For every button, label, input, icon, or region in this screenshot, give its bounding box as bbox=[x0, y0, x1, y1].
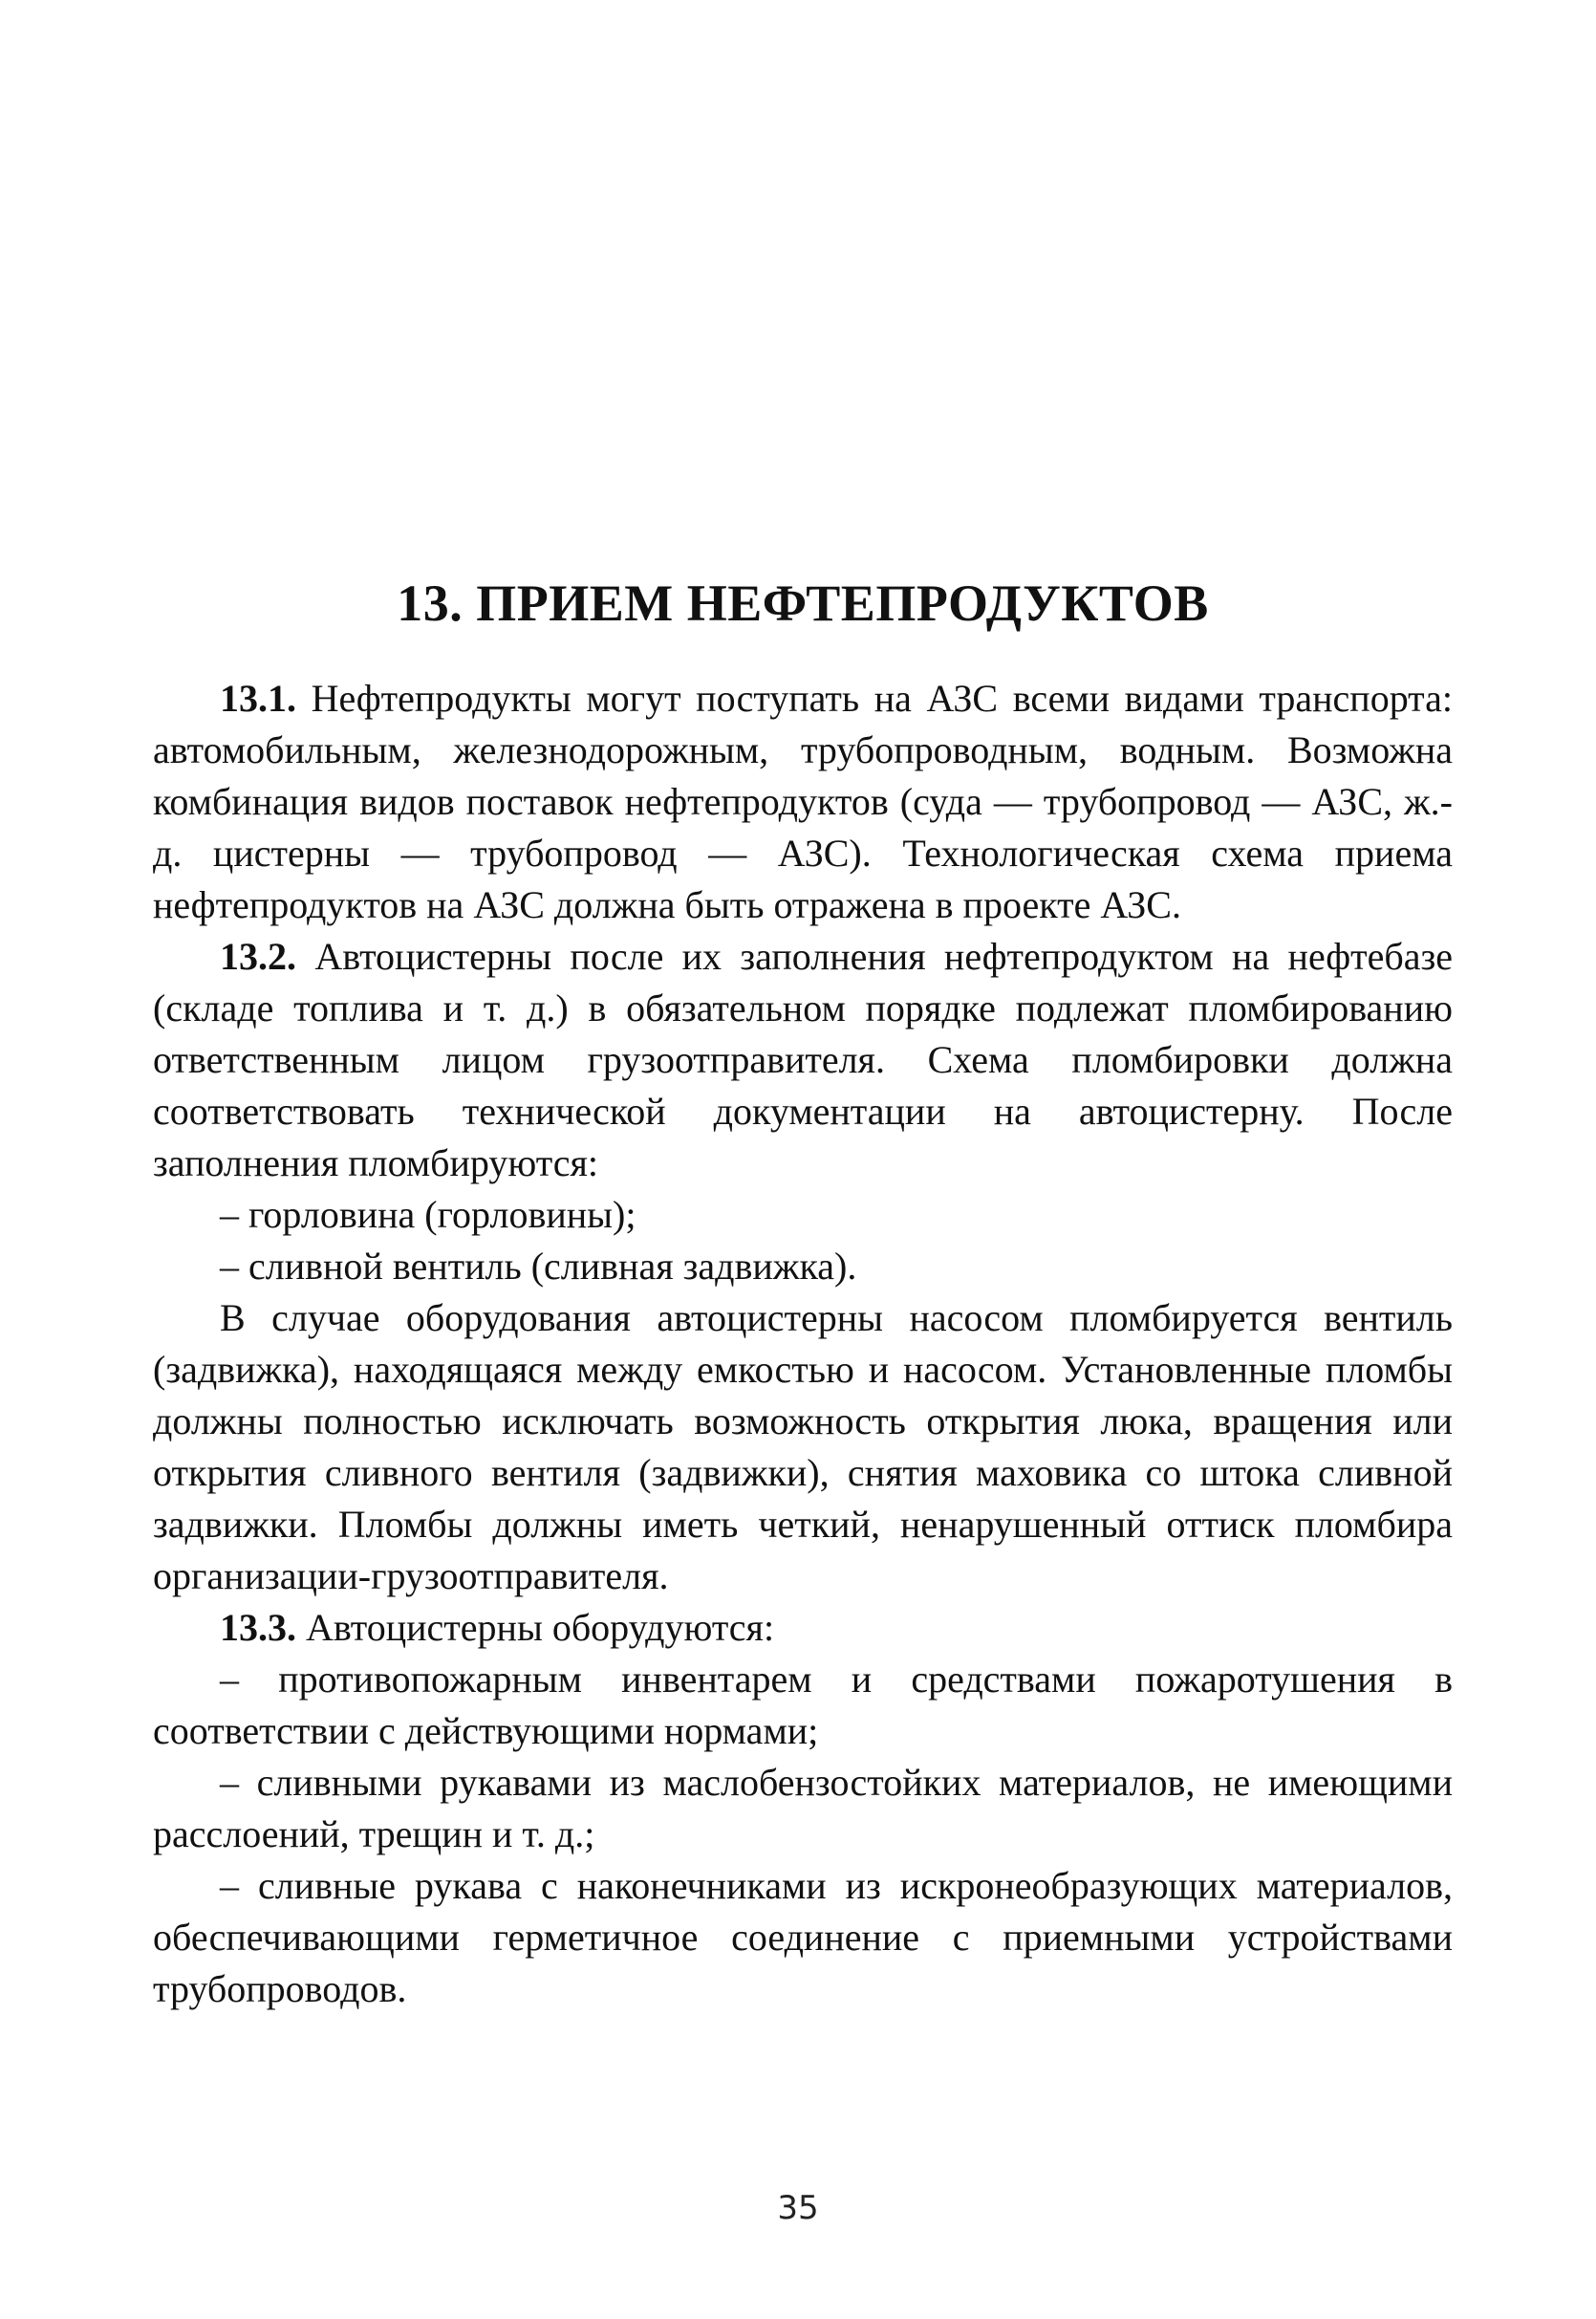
list-item: – горловина (горловины); bbox=[220, 1193, 636, 1236]
page-number: 35 bbox=[777, 2189, 819, 2227]
section-13-2 bbox=[153, 931, 1453, 1189]
section-13-1 bbox=[153, 673, 1453, 931]
section-text: Нефтепродукты могут поступать на АЗС всеми видами транспорта: автомобильным, железнодорожным, трубопроводным, водным. Возможна комбинация видов поставок нефтепродуктов (суда — трубопровод — АЗС, ж.-д. цистерны — трубопровод — АЗС). Технологическая схема приема нефтепродуктов на АЗС должна быть отражена в проекте АЗС. bbox=[153, 677, 1453, 926]
section-13-3 bbox=[153, 1602, 1453, 1654]
section-number: 13.3. bbox=[220, 1606, 296, 1649]
section-number: 13.1. bbox=[220, 677, 296, 720]
page-content bbox=[153, 574, 1453, 2015]
section-number: 13.2. bbox=[220, 935, 296, 978]
section-text: Автоцистерны оборудуются: bbox=[296, 1606, 775, 1649]
section-text: Автоцистерны после их заполнения нефтепродуктом на нефтебазе (складе топлива и т. д.) в обязательном порядке подлежат пломбированию ответственным лицом грузоотправителя. Схема пломбировки должна соответствовать технической документации на автоцистерну. После заполнения пломбируются: bbox=[153, 935, 1453, 1184]
chapter-title: 13. ПРИЕМ НЕФТЕПРОДУКТОВ bbox=[397, 574, 1209, 632]
list-item: – противопожарным инвентарем и средствами пожаротушения в соответствии с действующими нормами; bbox=[153, 1658, 1453, 1752]
list-item: – сливной вентиль (сливная задвижка). bbox=[220, 1245, 857, 1288]
list-item: – сливными рукавами из маслобензостойких материалов, не имеющими расслоений, трещин и т. д.; bbox=[153, 1761, 1453, 1855]
paragraph: В случае оборудования автоцистерны насосом пломбируется вентиль (задвижка), находящаяся между емкостью и насосом. Установленные пломбы должны полностью исключать возможность открытия люка, вращения или открытия сливного вентиля (задвижки), снятия маховика со штока сливной задвижки. Пломбы должны иметь четкий, ненарушенный оттиск пломбира организации-грузоотправителя. bbox=[153, 1296, 1453, 1597]
list-item: – сливные рукава с наконечниками из искронеобразующих материалов, обеспечивающими герметичное соединение с приемными устройствами трубопроводов. bbox=[153, 1864, 1453, 2010]
